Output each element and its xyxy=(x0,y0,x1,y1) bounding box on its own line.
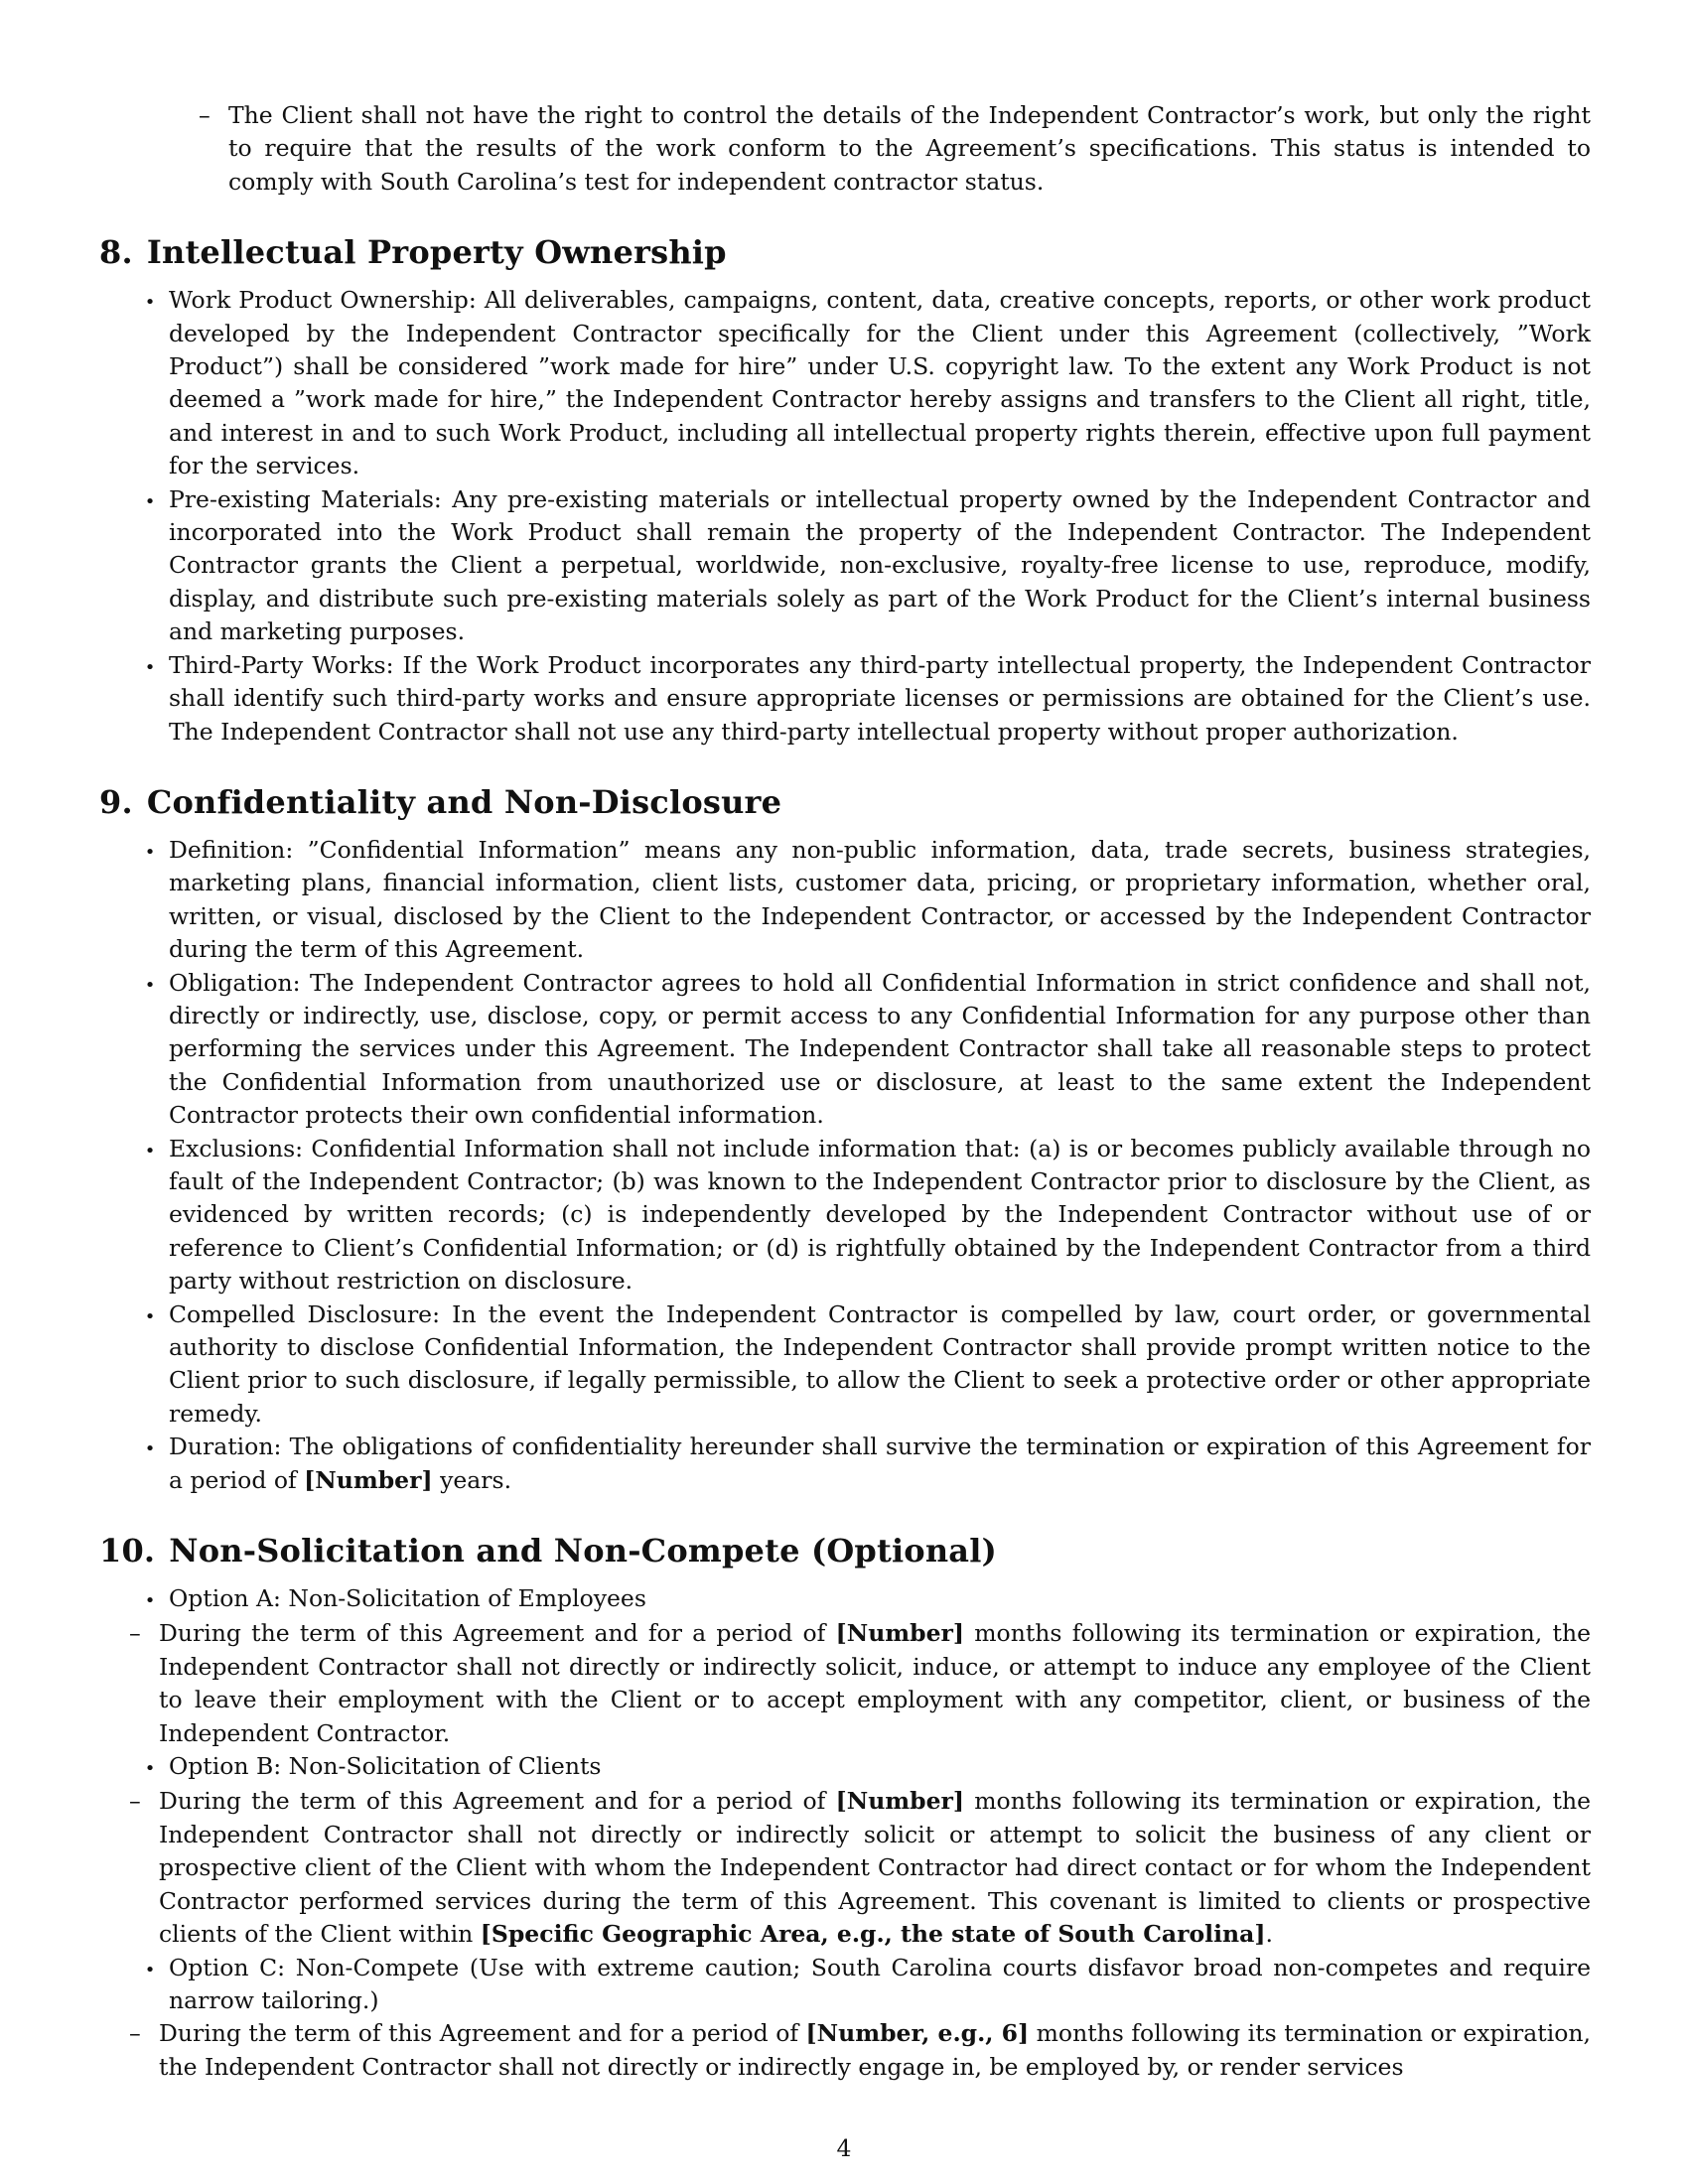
subbullet-text xyxy=(159,1785,1591,1951)
list-item xyxy=(131,1133,1591,1298)
subbullet-post: months following its termination or expiration, the Independent Contractor shall not directly or indirectly engage in, be employed by, or render services xyxy=(159,2019,1592,2081)
list-item-option-a xyxy=(131,1582,1591,1617)
dash-marker: – xyxy=(199,101,211,129)
placeholder-number: [Number] xyxy=(835,1619,965,1648)
bullet-text: Third-Party Works: If the Work Product incorporates any third-party intellectual property, the Independent Contractor shall identify such third-party works and ensure appropriate licenses or permissions are obtained for the Client’s use. The Independent Contractor shall not use any third-party intellectual property without proper authorization. xyxy=(169,650,1591,746)
option-label: Option C: Non-Compete (Use with extreme caution; South Carolina courts disfavor broad non-competes and require narrow tailoring.) xyxy=(169,1953,1591,2014)
list-item xyxy=(131,483,1591,649)
bullet-marker: • xyxy=(144,1140,156,1161)
section-title: Intellectual Property Ownership xyxy=(146,233,727,272)
bullet-marker: • xyxy=(144,1959,156,1980)
bullet-marker: • xyxy=(144,974,156,996)
section-title: Confidentiality and Non-Disclosure xyxy=(146,782,782,821)
list-item xyxy=(131,1431,1591,1497)
subbullet-text xyxy=(159,2017,1591,2084)
bullet-text: Exclusions: Confidential Information shall not include information that: (a) is or becomes publicly available through no fault of the Independent Contractor; (b) was known to the Independent Contractor prior to disclosure by the Client, as evidenced by written records; (c) is independently developed by the Independent Contractor without use of or reference to Client’s Confidential Information; or (d) is rightfully obtained by the Independent Contractor from a third party without restriction on disclosure. xyxy=(169,1134,1591,1296)
dash-marker: – xyxy=(129,2019,141,2048)
bullet-text: Obligation: The Independent Contractor agrees to hold all Confidential Information in strict confidence and shall not, directly or indirectly, use, disclose, copy, or permit access to any Confidential Information for any purpose other than performing the services under this Agreement. The Independent Contractor shall take all reasonable steps to protect the Confidential Information from unauthorized use or disclosure, at least to the same extent the Independent Contractor protects their own confidential information. xyxy=(169,968,1591,1130)
subbullet-pre: During the term of this Agreement and for a period of xyxy=(159,1787,836,1816)
subbullet-post: months following its termination or expiration, the Independent Contractor shall not directly or indirectly solicit or attempt to solicit the business of any client or prospective client of the Client with whom the Independent Contractor had direct contact or for whom the Independent Contractor performed services during the term of this Agreement. This covenant is limited to clients or prospective clients of the Client within xyxy=(159,1787,1591,1949)
section-9-heading xyxy=(99,782,1591,822)
dash-marker: – xyxy=(129,1787,141,1816)
list-item xyxy=(131,967,1591,1133)
bullet-marker: • xyxy=(144,490,156,512)
duration-text-pre: Duration: The obligations of confidentiality hereunder shall survive the termination or expiration of this Agreement for a period of xyxy=(169,1433,1591,1494)
bullet-text: Work Product Ownership: All deliverables, campaigns, content, data, creative concepts, reports, or other work product developed by the Independent Contractor specifically for the Client under this Agreement (collectively, ”Work Product”) shall be considered ”work made for hire” under U.S. copyright law. To the extent any Work Product is not deemed a ”work made for hire,” the Independent Contractor hereby assigns and transfers to the Client all right, title, and interest in and to such Work Product, including all intellectual property rights therein, effective upon full payment for the services. xyxy=(169,286,1591,480)
placeholder-geographic-area: [Specific Geographic Area, e.g., the state of South Carolina] xyxy=(480,1920,1266,1949)
subbullet-end: . xyxy=(1265,1920,1273,1949)
option-label: Option A: Non-Solicitation of Employees xyxy=(169,1584,646,1613)
list-item xyxy=(131,1298,1591,1432)
option-b-subbullet xyxy=(129,1785,1591,1951)
bullet-text: Pre-existing Materials: Any pre-existing materials or intellectual property owned by the Independent Contractor and incorporated into the Work Product shall remain the property of the Independent Contractor. The Independent Contractor grants the Client a perpetual, worldwide, non-exclusive, royalty-free license to use, reproduce, modify, display, and distribute such pre-existing materials solely as part of the Work Product for the Client’s internal business and marketing purposes. xyxy=(169,484,1591,646)
list-item-option-c xyxy=(131,1952,1591,2018)
list-item xyxy=(131,834,1591,967)
bullet-text: Definition: ”Confidential Information” means any non-public information, data, trade secrets, business strategies, marketing plans, financial information, client lists, customer data, pricing, or proprietary information, whether oral, written, or visual, disclosed by the Client to the Independent Contractor, or accessed by the Independent Contractor during the term of this Agreement. xyxy=(169,835,1591,964)
section-title: Non-Solicitation and Non-Compete (Optional) xyxy=(169,1532,997,1570)
placeholder-number: [Number] xyxy=(304,1465,433,1494)
section-10-heading xyxy=(99,1531,1591,1570)
bullet-marker: • xyxy=(144,1758,156,1780)
list-item xyxy=(131,284,1591,482)
section-number: 8. xyxy=(99,233,133,272)
bullet-marker: • xyxy=(144,841,156,863)
intro-subbullet xyxy=(199,99,1591,199)
bullet-marker: • xyxy=(144,292,156,314)
bullet-text xyxy=(169,1431,1591,1497)
page-content xyxy=(99,99,1591,2084)
placeholder-number: [Number] xyxy=(835,1787,965,1816)
subbullet-post: months following its termination or expiration, the Independent Contractor shall not directly or indirectly solicit, induce, or attempt to induce any employee of the Client to leave their employment with the Client or to accept employment with any competitor, client, or business of the Independent Contractor. xyxy=(159,1619,1591,1747)
subbullet-pre: During the term of this Agreement and for a period of xyxy=(159,1619,836,1648)
intro-subbullet-text: The Client shall not have the right to control the details of the Independent Contractor’s work, but only the right to require that the results of the work conform to the Agreement’s specifications. This status is intended to comply with South Carolina’s test for independent contractor status. xyxy=(228,101,1591,196)
list-item-option-b xyxy=(131,1750,1591,1785)
option-label: Option B: Non-Solicitation of Clients xyxy=(169,1752,602,1781)
option-a-subbullet xyxy=(129,1617,1591,1750)
placeholder-number: [Number, e.g., 6] xyxy=(805,2019,1030,2048)
bullet-marker: • xyxy=(144,1590,156,1612)
option-c-subbullet xyxy=(129,2017,1591,2084)
section-8-heading xyxy=(99,232,1591,272)
page-number: 4 xyxy=(836,2134,852,2162)
subbullet-pre: During the term of this Agreement and for a period of xyxy=(159,2019,806,2048)
bullet-text: Compelled Disclosure: In the event the Independent Contractor is compelled by law, court order, or governmental authority to disclose Confidential Information, the Independent Contractor shall provide prompt written notice to the Client prior to such disclosure, if legally permissible, to allow the Client to seek a protective order or other appropriate remedy. xyxy=(169,1299,1591,1428)
duration-text-post: years. xyxy=(432,1465,512,1494)
bullet-marker: • xyxy=(144,1438,156,1460)
bullet-marker: • xyxy=(144,1305,156,1327)
dash-marker: – xyxy=(129,1619,141,1648)
section-number: 9. xyxy=(99,782,133,821)
list-item xyxy=(131,649,1591,749)
bullet-marker: • xyxy=(144,656,156,678)
subbullet-text xyxy=(159,1617,1591,1750)
section-number: 10. xyxy=(99,1532,156,1570)
